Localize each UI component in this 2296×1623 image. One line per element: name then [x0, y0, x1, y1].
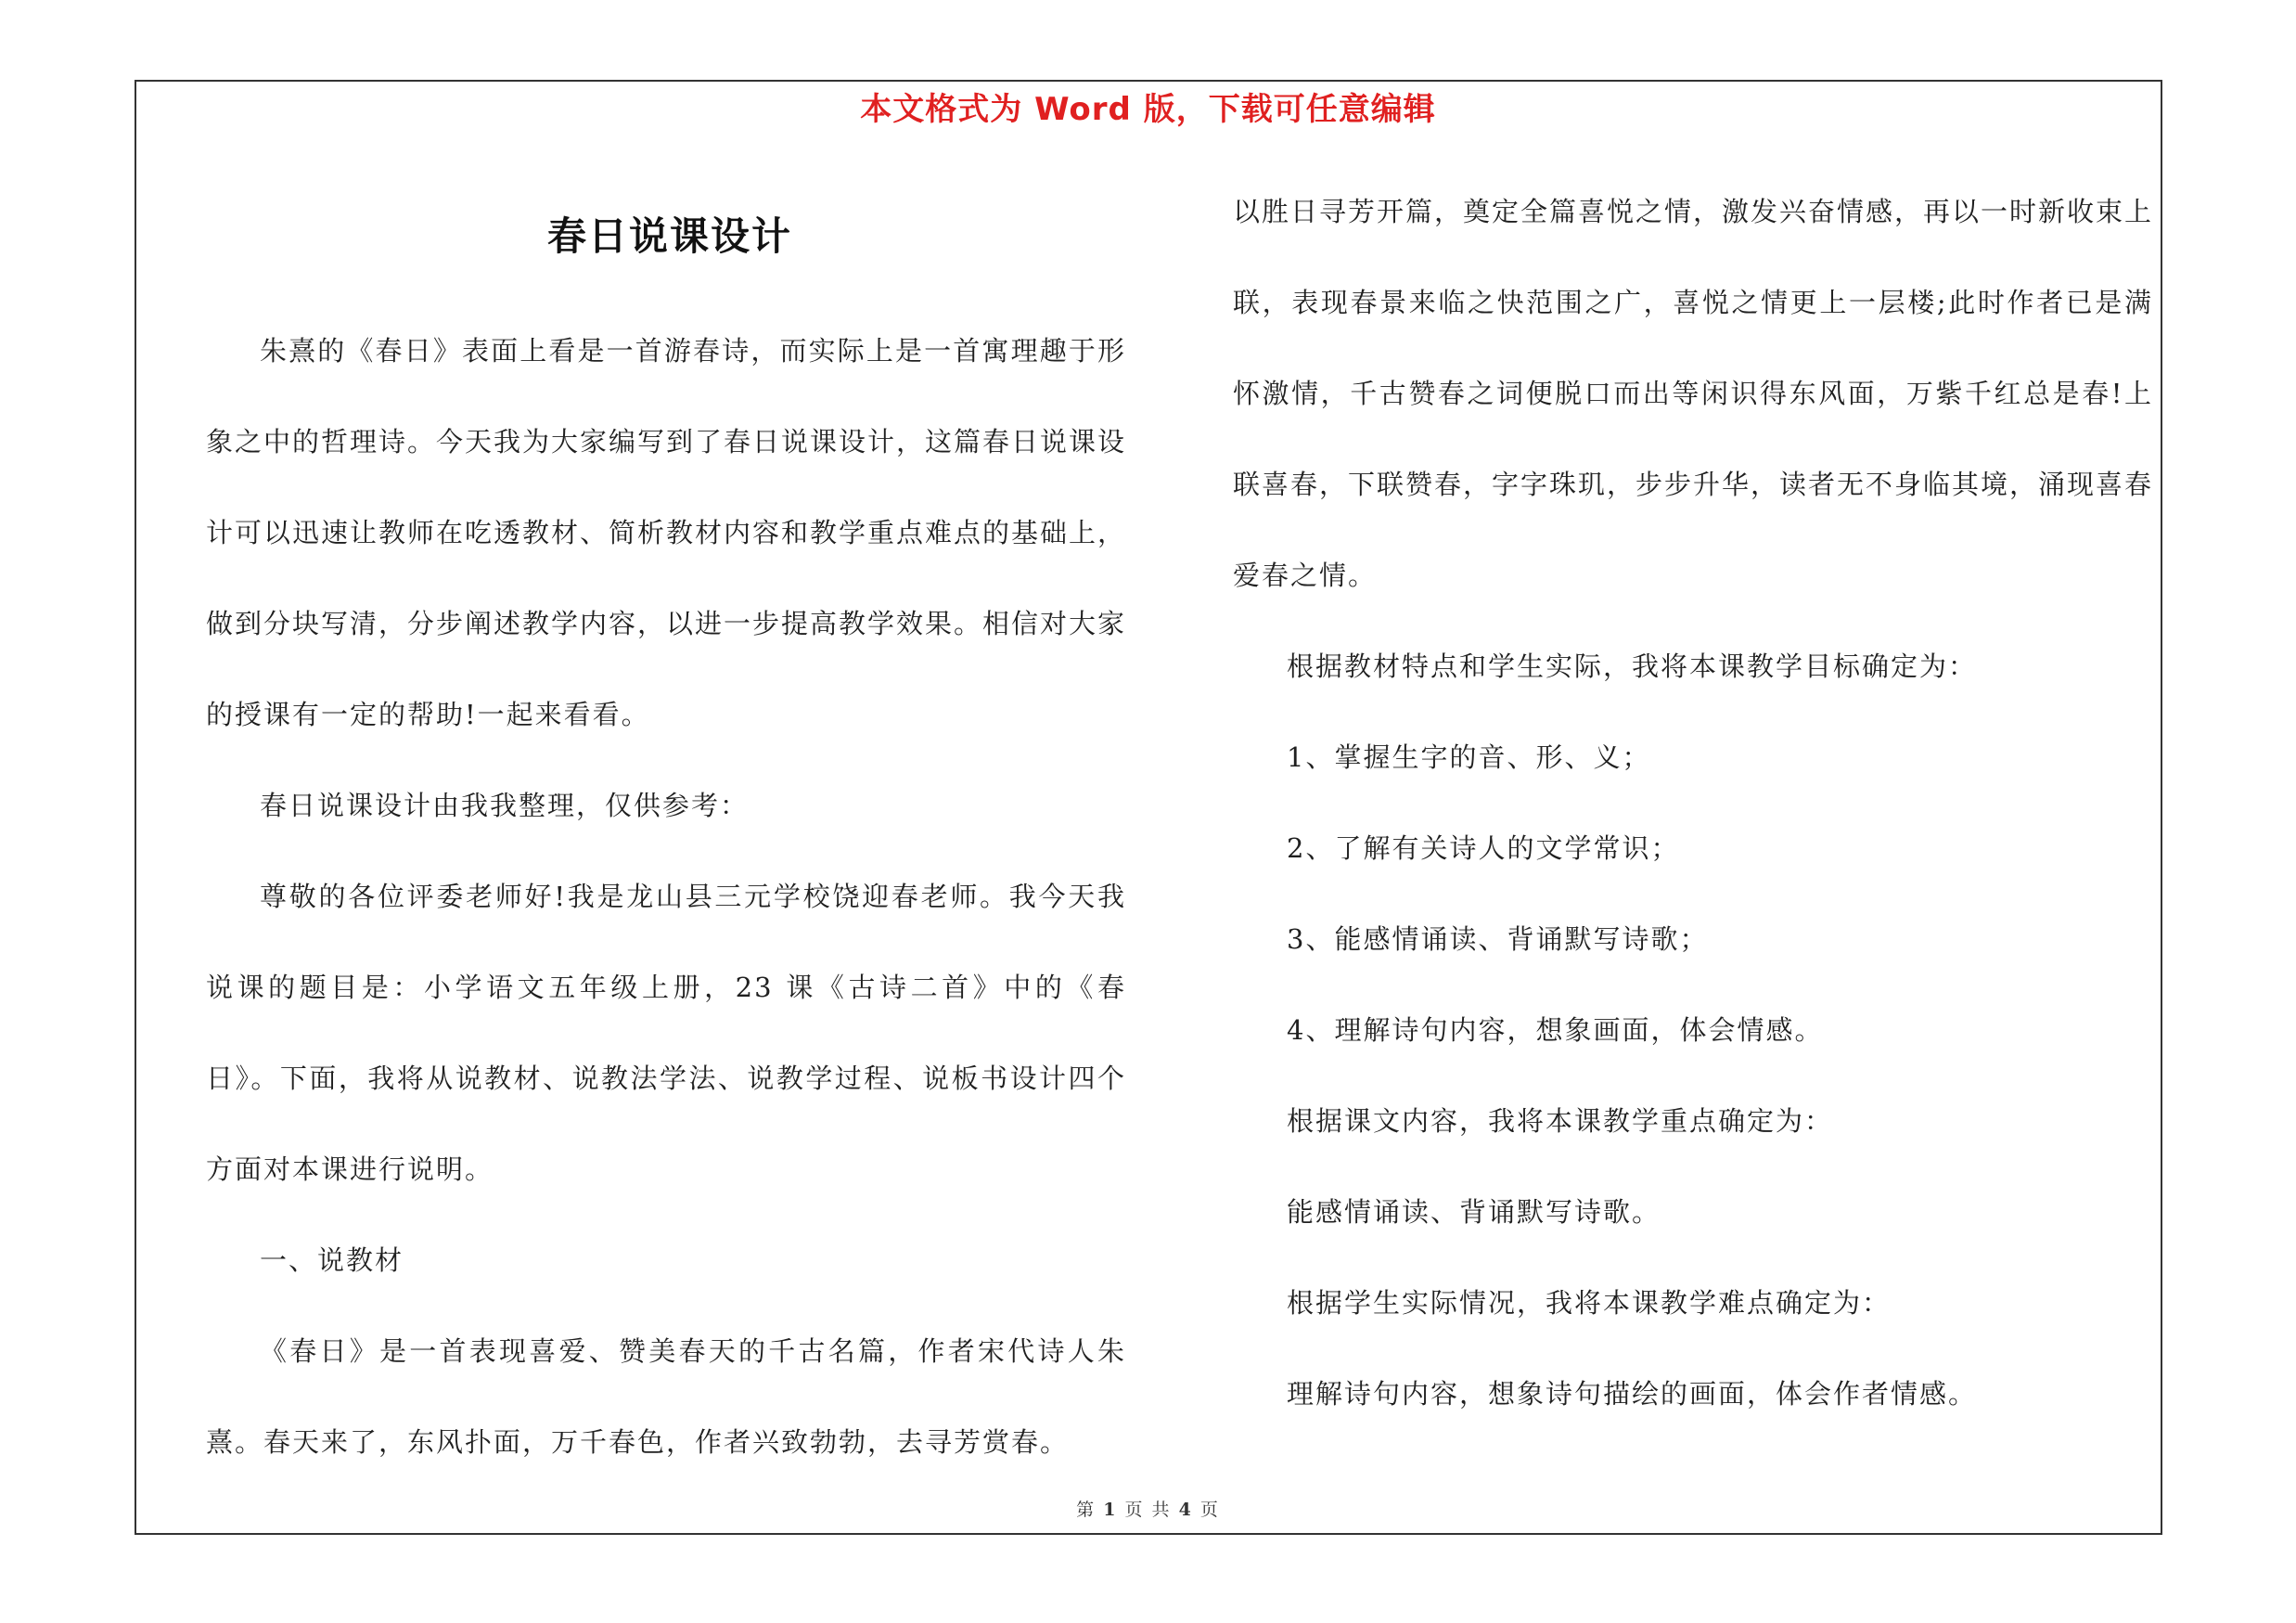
goals-intro: 根据教材特点和学生实际，我将本课教学目标确定为：: [1287, 650, 1978, 682]
difficulty-intro: 根据学生实际情况，我将本课教学难点确定为：: [1287, 1287, 1892, 1319]
intro-paragraph: 朱熹的《春日》表面上看是一首游春诗，而实际上是一首寓理趣于形象之中的哲理诗。今天我为大家编写到了春日说课设计，这篇春日说课设计可以迅速让教师在吃透教材、简析教材内容和教学重点难点的基础上，做到分块写清，分步阐述教学内容，以进一步提高教学效果。相信对大家的授课有一定的帮助!一起来看看。: [206, 335, 1127, 730]
key-point: 能感情诵读、背诵默写诗歌。: [1287, 1196, 1661, 1228]
goal-item-2: 2、了解有关诗人的文学常识；: [1287, 832, 1680, 864]
document-title: 春日说课设计: [546, 213, 792, 259]
difficulty-point: 理解诗句内容，想象诗句描绘的画面，体会作者情感。: [1287, 1378, 1978, 1410]
goal-item-1: 1、掌握生字的音、形、义；: [1287, 741, 1651, 773]
page-number-footer: [0, 1496, 2296, 1521]
current-page-number: 1: [1103, 1500, 1118, 1520]
source-note-paragraph: 春日说课设计由我我整理，仅供参考：: [260, 790, 750, 821]
continuation-paragraph: 以胜日寻芳开篇，奠定全篇喜悦之情，激发兴奋情感，再以一时新收束上联，表现春景来临之快范围之广，喜悦之情更上一层楼;此时作者已是满怀激情，千古赞春之词便脱口而出等闲识得东风面，万紫千红总是春!上联喜春，下联赞春，字字珠玑，步步升华，读者无不身临其境，涌现喜春爱春之情。: [1233, 196, 2154, 591]
footer-middle: 页 共: [1124, 1500, 1172, 1520]
goal-item-3: 3、能感情诵读、背诵默写诗歌；: [1287, 923, 1709, 955]
left-column: [206, 305, 1126, 1488]
right-column: [1233, 166, 2153, 1439]
section-heading: 一、说教材: [260, 1244, 404, 1276]
goal-item-4: 4、理解诗句内容，想象画面，体会情感。: [1287, 1014, 1824, 1046]
textbook-paragraph: 《春日》是一首表现喜爱、赞美春天的千古名篇，作者宋代诗人朱熹。春天来了，东风扑面，万千春色，作者兴致勃勃，去寻芳赏春。: [206, 1335, 1126, 1458]
total-page-count: 4: [1178, 1500, 1193, 1520]
footer-prefix: 第: [1076, 1500, 1097, 1520]
footer-suffix: 页: [1199, 1500, 1220, 1520]
greeting-paragraph: 尊敬的各位评委老师好!我是龙山县三元学校饶迎春老师。我今天我说课的题目是：小学语文五年级上册，23 课《古诗二首》中的《春日》。下面，我将从说教材、说教法学法、说教学过程、说板书设计四个方面对本课进行说明。: [206, 881, 1126, 1185]
key-point-intro: 根据课文内容，我将本课教学重点确定为：: [1287, 1105, 1834, 1137]
word-format-banner: 本文格式为 Word 版，下载可任意编辑: [860, 91, 1436, 128]
